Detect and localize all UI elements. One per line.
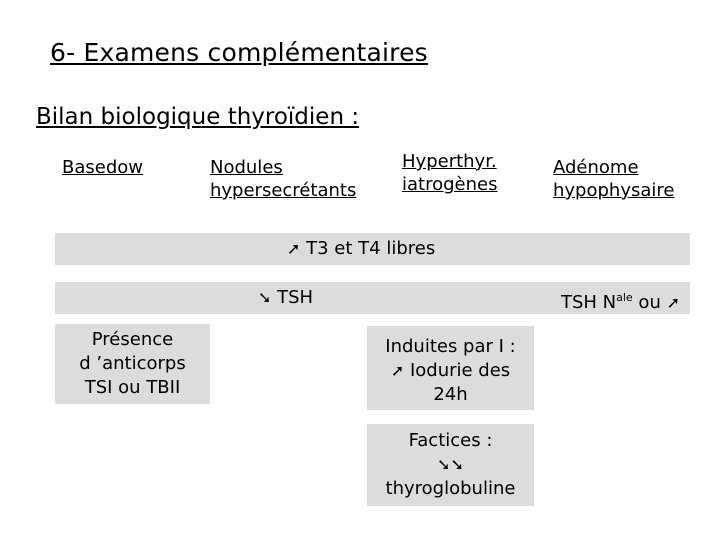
cause-label: Nodules	[210, 157, 283, 178]
factices-line: Factices :	[408, 430, 493, 451]
cause-label: hypersecrétants	[210, 180, 357, 201]
cause-basedow	[62, 156, 143, 179]
iode-line	[367, 359, 534, 383]
factices-box	[367, 424, 534, 506]
cause-label: iatrogènes	[402, 174, 498, 195]
cause-label: Basedow	[62, 157, 143, 178]
cause-nodules	[210, 156, 356, 202]
arrow-up-right-icon: ➚	[287, 239, 301, 258]
t3-t4-text: T3 et T4 libres	[306, 238, 436, 259]
tsh-text: TSH	[277, 287, 314, 308]
cause-label: Adénome	[553, 157, 639, 178]
cause-adenome	[553, 156, 674, 202]
double-arrow-down-right-icon: ➘➘	[437, 455, 464, 474]
tsh-normal-prefix: TSH N	[560, 292, 617, 313]
factices-line: thyroglobuline	[385, 478, 516, 499]
anticorps-line: d ’anticorps	[79, 353, 186, 374]
anticorps-line: Présence	[91, 329, 174, 350]
anticorps-line: TSI ou TBII	[84, 377, 181, 398]
cause-hyperthyr	[402, 150, 497, 196]
section-subtitle: Bilan biologique thyroïdien :	[36, 104, 360, 130]
iode-text: Iodurie des	[409, 360, 511, 381]
page-title: 6- Examens complémentaires	[50, 38, 428, 67]
t3-t4-bar	[55, 233, 690, 265]
iode-line: 24h	[433, 384, 468, 405]
arrow-down-right-icon: ➘	[258, 288, 272, 307]
tsh-normal-sup: ale	[616, 291, 633, 304]
tsh-bar	[55, 282, 690, 314]
cause-label: hypophysaire	[553, 180, 675, 201]
iode-box	[367, 326, 534, 410]
tsh-low-label	[258, 282, 313, 314]
anticorps-box	[55, 324, 210, 404]
cause-label: Hyperthyr.	[402, 151, 497, 172]
tsh-normal-suffix: ou	[632, 292, 661, 313]
arrow-up-right-icon: ➚	[666, 293, 680, 312]
tsh-normal-label	[561, 282, 680, 319]
t3-t4-label	[287, 233, 435, 265]
iode-line: Induites par I :	[385, 336, 516, 357]
arrow-up-right-icon: ➚	[390, 361, 405, 380]
